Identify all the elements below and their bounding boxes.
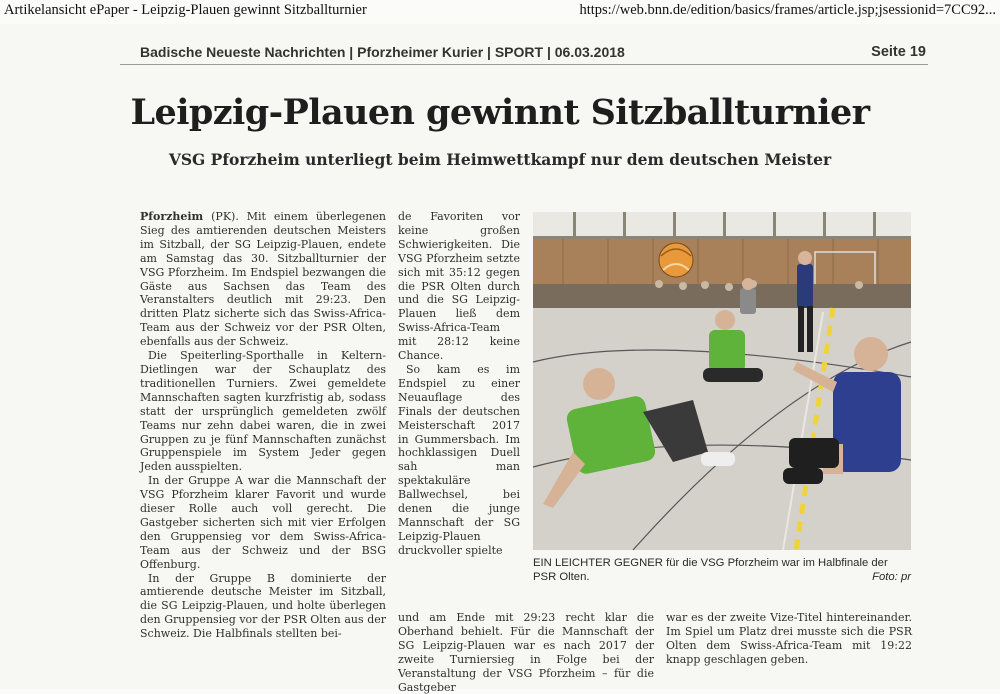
article-column-2 (398, 210, 520, 610)
article-subheadline: VSG Pforzheim unterliegt beim Heimwettkampf nur dem deutschen Meister (168, 150, 832, 169)
window-title: Artikelansicht ePaper - Leipzig-Plauen gewinnt Sitzballturnier (4, 2, 367, 18)
article-paragraph (140, 210, 386, 349)
article-photo (533, 212, 911, 550)
caption-lead: EIN LEICHTER GEGNER (533, 557, 663, 569)
article-paragraph: In der Gruppe B dominierte der amtierende deutsche Meister im Sitzball, die SG Leipzig-Plauen, und holte überlegen den Gruppensieg vor der PSR Olten aus der Schweiz. Die Halbfinals stellten bei- (140, 571, 386, 641)
photo-credit: Foto: pr (872, 571, 911, 583)
article-paragraph: de Favoriten vor keine großen Schwierigkeiten. Die VSG Pforzheim setzte sich mit 35:12 gegen die PSR Olten durch und die SG Leipzig-Plauen ließ dem Swiss-Africa-Team mit 28:12 keine Chance. (398, 210, 520, 363)
article-column-4 (666, 611, 912, 683)
article-paragraph: So kam es im Endspiel zu einer Neuauflage des Finals der deutschen Meisterschaft 2017 in Gummersbach. Im hochklassigen Duell sah man spektakuläre Ballwechsel, bei denen die junge Mannschaft der SG Leipzig-Plauen druckvoller spielte (398, 362, 520, 557)
browser-title-bar (0, 0, 1000, 24)
article-headline: Leipzig-Plauen gewinnt Sitzballturnier (130, 92, 870, 133)
caption-text: für die VSG Pforzheim war im Halbfinale der PSR Olten. (533, 557, 888, 583)
article-column-3 (398, 611, 654, 694)
lead-text: (PK). Mit einem überlegenen Sieg des amtierenden deutschen Meisters im Sitzball, der SG Leipzig-Plauen, endete am Samstag das 30. Sitzballturnier der VSG Pforzheim. Im Endspiel bezwangen die Gäste aus Sachsen das Team des Veranstalters deutlich mit 29:23. Den dritten Platz sicherte sich das Swiss-Africa-Team aus der Schweiz vor der PSR Olten, ebenfalls aus der Schweiz. (140, 210, 386, 349)
window-url[interactable]: https://web.bnn.de/edition/basics/frames/article.jsp;jsessionid=7CC92... (579, 2, 996, 18)
sitzball-match-photo (533, 212, 911, 550)
masthead: Badische Neueste Nachrichten | Pforzheimer Kurier | SPORT | 06.03.2018 (140, 44, 625, 60)
masthead-rule (120, 64, 928, 65)
article-paragraph: und am Ende mit 29:23 recht klar die Oberhand behielt. Für die Mannschaft der SG Leipzig-Plauen war es nach 2017 der zweite Turniersieg in Folge bei der Veranstaltung der VSG Pforzheim – für die Gastgeber (398, 611, 654, 694)
article-paragraph: war es der zweite Vize-Titel hintereinander. Im Spiel um Platz drei musste sich die PSR Olten dem Swiss-Africa-Team mit 19:22 knapp geschlagen geben. (666, 611, 912, 666)
dateline: Pforzheim (140, 210, 204, 223)
article-paragraph: In der Gruppe A war die Mannschaft der VSG Pforzheim klarer Favorit und wurde dieser Rolle auch voll gerecht. Die Gastgeber sicherten sich mit vier Erfolgen den Gruppensieg vor dem Swiss-Africa-Team aus der Schweiz und der BSG Offenburg. (140, 474, 386, 571)
page-number: Seite 19 (871, 44, 926, 60)
article-paragraph: Die Speiterling-Sporthalle in Keltern-Dietlingen war der Schauplatz des traditionellen Turniers. Zwei gemeldete Mannschaften sagten kurzfristig ab, sodass statt der ursprünglich gemeldeten zwölf Teams nur zehn dabei waren, die in zwei Gruppen zu je fünf Mannschaften zunächst Gruppenspiele im System Jeder gegen Jeden ausspielten. (140, 349, 386, 474)
article-column-1 (140, 210, 386, 680)
photo-caption (533, 556, 911, 584)
